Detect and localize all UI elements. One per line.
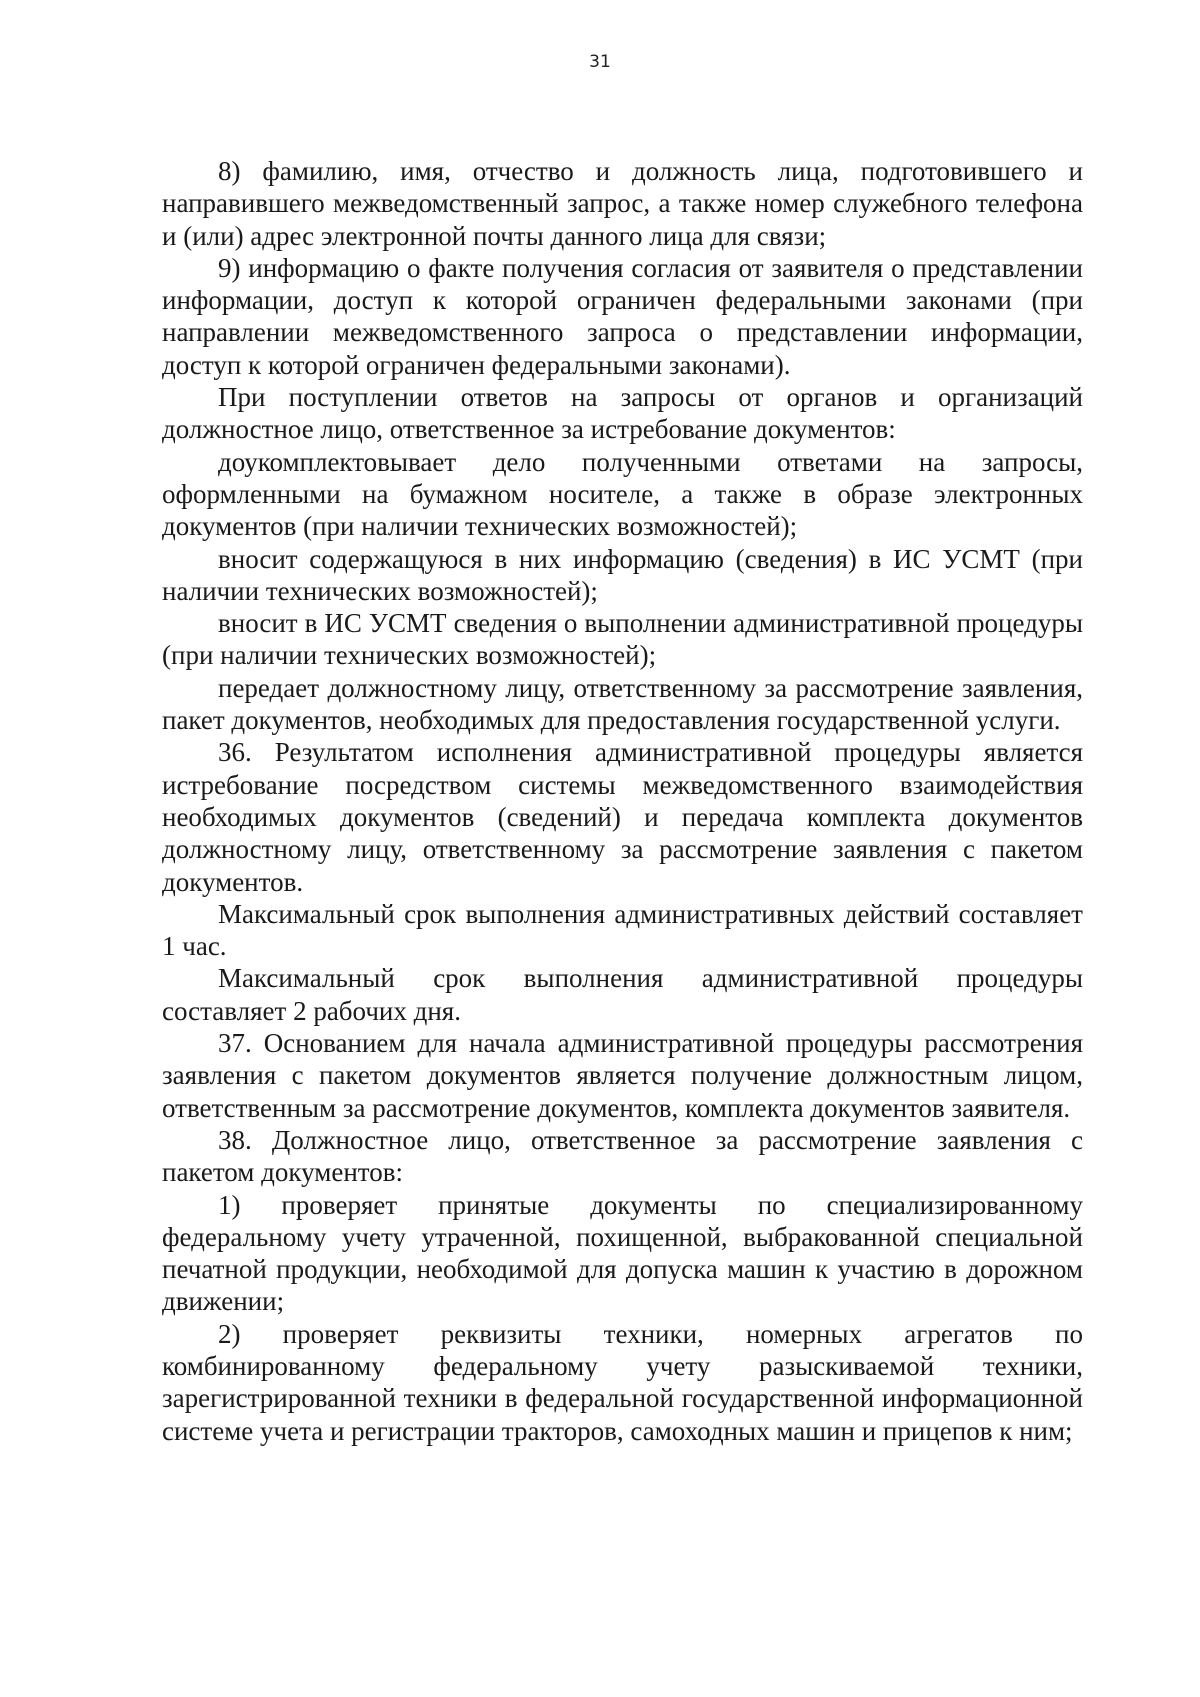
paragraph-item-9: 9) информацию о факте получения согласия от заявителя о представлении информации, доступ к которой ограничен федеральными законами (при направлении межведомственного запроса о представлении информации, доступ к которой ограничен федеральными законами).	[162, 252, 1083, 380]
paragraph-36: 36. Результатом исполнения административной процедуры является истребование посредством системы межведомственного взаимодействия необходимых документов (сведений) и передача комплекта документов должностному лицу, ответственному за рассмотрение заявления с пакетом документов.	[162, 737, 1083, 897]
paragraph-enters-status: вносит в ИС УСМТ сведения о выполнении административной процедуры (при наличии технических возможностей);	[162, 608, 1083, 671]
paragraph-transfers-package: передает должностному лицу, ответственному за рассмотрение заявления, пакет документов, необходимых для предоставления государственной услуги.	[162, 672, 1083, 736]
paragraph-37: 37. Основанием для начала административной процедуры рассмотрения заявления с пакетом документов является получение должностным лицом, ответственным за рассмотрение документов, комплекта документов заявителя.	[162, 1028, 1083, 1123]
document-body	[162, 155, 1083, 1447]
paragraph-responses-intro: При поступлении ответов на запросы от органов и организаций должностное лицо, ответственное за истребование документов:	[162, 382, 1083, 445]
paragraph-38: 38. Должностное лицо, ответственное за рассмотрение заявления с пакетом документов:	[162, 1124, 1083, 1188]
page-number: 31	[589, 52, 611, 72]
paragraph-completes-case: доукомплектовывает дело полученными ответами на запросы, оформленными на бумажном носителе, а также в образе электронных документов (при наличии технических возможностей);	[162, 446, 1083, 542]
paragraph-38-item-1: 1) проверяет принятые документы по специализированному федеральному учету утраченной, похищенной, выбракованной специальной печатной продукции, необходимой для допуска машин к участию в дорожном движении;	[162, 1189, 1083, 1317]
paragraph-max-time-actions: Максимальный срок выполнения административных действий составляет 1 час.	[162, 898, 1083, 962]
paragraph-enters-info: вносит содержащуюся в них информацию (сведения) в ИС УСМТ (при наличии технических возможностей);	[162, 543, 1083, 606]
paragraph-max-time-procedure: Максимальный срок выполнения административной процедуры составляет 2 рабочих дня.	[162, 963, 1083, 1026]
paragraph-item-8: 8) фамилию, имя, отчество и должность лица, подготовившего и направившего межведомственный запрос, а также номер служебного телефона и (или) адрес электронной почты данного лица для связи;	[162, 156, 1083, 251]
paragraph-38-item-2: 2) проверяет реквизиты техники, номерных агрегатов по комбинированному федеральному учету разыскиваемой техники, зарегистрированной техники в федеральной государственной информационной системе учета и регистрации тракторов, самоходных машин и прицепов к ним;	[162, 1318, 1083, 1446]
